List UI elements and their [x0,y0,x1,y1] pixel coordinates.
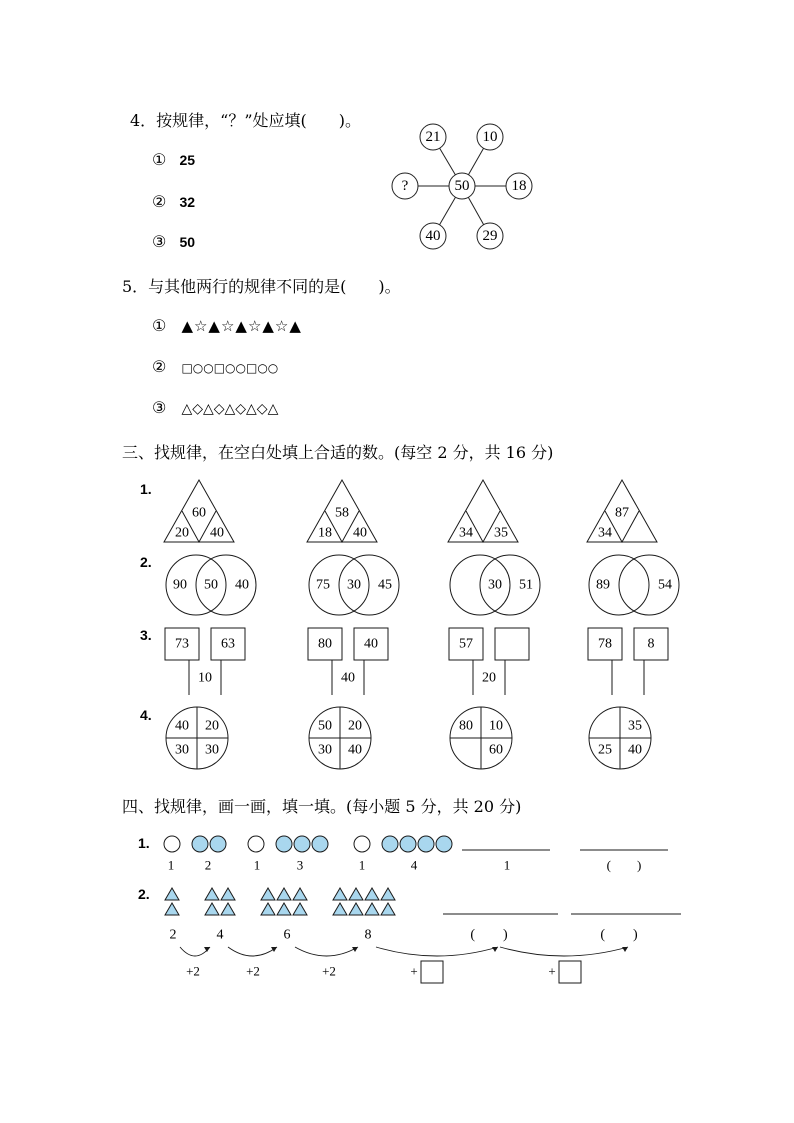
blue-triangle [365,888,379,900]
row-label-2: 2. [140,554,152,570]
step-label: + [410,963,418,979]
section4-figures [0,825,794,995]
q4-wheel-diagram [385,118,535,258]
circle-top-left-value: 80 [459,718,473,734]
triangle-top-value: 60 [192,505,206,521]
venn-right-value: 51 [519,577,533,593]
venn-row [166,555,679,615]
step-label: +2 [322,963,336,979]
quartered-circle-figure [166,707,228,769]
blue-triangle [381,903,395,915]
row-label-3: 3. [140,627,152,643]
quartered-circle-figure [450,707,512,769]
circle-top-right-value: 20 [348,718,362,734]
option-mark: ① [152,150,167,169]
circle-top-right-value: 35 [628,718,642,734]
q4-option-2[interactable] [152,192,195,211]
blue-circle [276,836,292,852]
blue-circle [382,836,398,852]
venn-right-value: 45 [378,577,392,593]
venn-middle-value: 30 [347,577,361,593]
circle-row [166,707,651,769]
triangle-right-value: 40 [353,525,367,541]
option-text: 25 [179,152,196,168]
q4-stem: 4．按规律，“？”处应填( )。 [130,111,362,130]
blue-circle [418,836,434,852]
box-bottom-value: 20 [482,670,496,686]
arc-arrow [295,947,358,956]
section3-title: 三、找规律，在空白处填上合适的数。(每空 2 分，共 16 分) [122,443,554,462]
pattern1-number: 1 [167,857,175,873]
empty-circle [248,836,264,852]
blue-triangle [205,888,219,900]
venn-figure [589,555,679,615]
venn-right-value: 54 [658,577,672,593]
step-label: + [548,963,556,979]
box-bottom-value: 10 [198,670,212,686]
venn-middle-value: 30 [488,577,502,593]
triangle-group [333,888,395,915]
option-mark: ② [152,192,167,211]
venn-left-value: 75 [316,577,330,593]
circle-bottom-left-value: 30 [318,742,332,758]
venn-figure [450,555,540,615]
pattern1-number: 1 [358,857,366,873]
pattern2-number: 2 [169,927,177,943]
box-left-value: 80 [318,636,332,652]
triangle-figure [448,480,518,542]
triangle-left-value: 34 [598,525,612,541]
arc-arrow [228,947,277,956]
blue-circle [312,836,328,852]
blank-box [559,961,581,983]
blue-triangle [293,903,307,915]
option-mark: ① [152,316,167,335]
triangle-group [205,888,235,915]
box-right-value: 8 [647,636,655,652]
pattern1-row [164,836,668,873]
triangle-group [165,888,179,915]
venn-figure [309,555,399,615]
box-left-value: 57 [459,636,473,652]
q5-stem: 5．与其他两行的规律不同的是( )。 [122,277,401,296]
q5-option-1[interactable] [152,316,302,335]
circle-bottom-right-value: 30 [205,742,219,758]
triangle-right-value: 35 [494,525,508,541]
circle-bottom-right-value: 40 [348,742,362,758]
quartered-circle-figure [309,707,371,769]
circle-top-left-value: 40 [175,718,189,734]
blue-circle [400,836,416,852]
blank-box [421,961,443,983]
triangle-left-value: 18 [318,525,332,541]
blue-triangle [381,888,395,900]
blue-triangle [277,888,291,900]
quartered-circle-figure [589,707,651,769]
circle-top-right-value: 10 [489,718,503,734]
blue-triangle [205,903,219,915]
section3-figures [0,470,794,780]
wheel-spoke: 29 [482,228,498,244]
box-figure [588,628,668,695]
wheel-spoke: 10 [482,129,498,145]
circle-bottom-left-value: 30 [175,742,189,758]
wheel-spoke: 40 [425,228,441,244]
arrow-head [271,947,277,952]
venn-figure [166,555,256,615]
box-figure [308,628,388,695]
blue-triangle [349,903,363,915]
triangle-top-value: 58 [335,505,349,521]
pattern1-number: 2 [204,857,212,873]
blue-triangle [221,888,235,900]
triangle-right-value: 40 [210,525,224,541]
option-text: 32 [179,194,196,210]
box-right-value: 63 [221,636,235,652]
option-text: △◇△◇△◇△◇△ [181,401,279,417]
q5-option-2[interactable] [152,357,278,376]
pattern2-row [165,888,681,983]
blue-triangle [349,888,363,900]
box-right-value: 40 [364,636,378,652]
option-mark: ③ [152,232,167,251]
triangle-top-value: 87 [615,505,629,521]
circle-group [354,836,370,852]
q4-option-1[interactable] [152,150,195,169]
pattern1-number: 1 [253,857,261,873]
blue-circle [436,836,452,852]
arrow-head [204,947,210,952]
pattern2-number: ( ) [470,927,508,943]
circle-group [248,836,264,852]
row-label-2: 2. [138,886,150,902]
empty-circle [354,836,370,852]
triangle-figure [164,480,234,542]
triangle-row [164,480,657,542]
wheel-spoke-unknown: ? [401,178,409,194]
pattern2-number: 8 [364,927,372,943]
arrow-head [622,947,628,952]
blue-triangle [293,888,307,900]
option-text: □○○□○○□○○ [181,361,279,375]
q5-option-3[interactable] [152,398,278,417]
box-figure [165,628,245,695]
blue-triangle [261,903,275,915]
box-figure [449,628,529,695]
blue-circle [210,836,226,852]
pattern1-number: 4 [410,857,418,873]
circle-bottom-right-value: 40 [628,742,642,758]
venn-right-value: 40 [235,577,249,593]
pattern2-number: 4 [216,927,224,943]
box-left-value: 78 [598,636,612,652]
circle-top-left-value: 50 [318,718,332,734]
blue-triangle [277,903,291,915]
empty-circle [164,836,180,852]
option-text: ▲☆▲☆▲☆▲☆▲ [181,317,302,335]
blue-triangle [333,903,347,915]
venn-middle-value: 50 [204,577,218,593]
triangle-figure [307,480,377,542]
circle-bottom-right-value: 60 [489,742,503,758]
circle-group [382,836,452,852]
blue-triangle [333,888,347,900]
circle-group [276,836,328,852]
blue-triangle [221,903,235,915]
option-text: 50 [179,234,196,250]
circle-bottom-left-value: 25 [598,742,612,758]
wheel-spoke: 18 [511,178,527,194]
pattern2-number: 6 [283,927,291,943]
arc-arrow [500,947,628,956]
venn-left-value: 89 [596,577,610,593]
blue-triangle [261,888,275,900]
arc-arrow [376,947,498,956]
circle-top-right-value: 20 [205,718,219,734]
triangle-group [261,888,307,915]
triangle-left-value: 20 [175,525,189,541]
pattern1-number: 3 [296,857,304,873]
box-left-value: 73 [175,636,189,652]
box-bottom-value: 40 [341,670,355,686]
option-mark: ③ [152,398,167,417]
pattern1-number: 1 [503,857,511,873]
step-label: +2 [186,963,200,979]
pattern2-number: ( ) [600,927,638,943]
circle-group [192,836,226,852]
triangle-figure [587,480,657,542]
row-label-4: 4. [140,707,152,723]
circle-group [164,836,180,852]
option-mark: ② [152,357,167,376]
step-label: +2 [246,963,260,979]
section4-title: 四、找规律，画一画，填一填。(每小题 5 分，共 20 分) [122,797,522,816]
blue-triangle [165,903,179,915]
q4-option-3[interactable] [152,232,195,251]
blue-circle [294,836,310,852]
pattern1-number: ( ) [606,857,642,873]
triangle-left-value: 34 [459,525,473,541]
blue-triangle [165,888,179,900]
row-label-1: 1. [140,481,152,497]
venn-left-value: 90 [173,577,187,593]
box-right [495,628,529,660]
blue-circle [192,836,208,852]
blue-triangle [365,903,379,915]
arrow-head [492,947,498,952]
row-label-1: 1. [138,835,150,851]
box-row [165,628,668,695]
wheel-spoke: 21 [425,129,441,145]
wheel-center: 50 [454,178,470,194]
